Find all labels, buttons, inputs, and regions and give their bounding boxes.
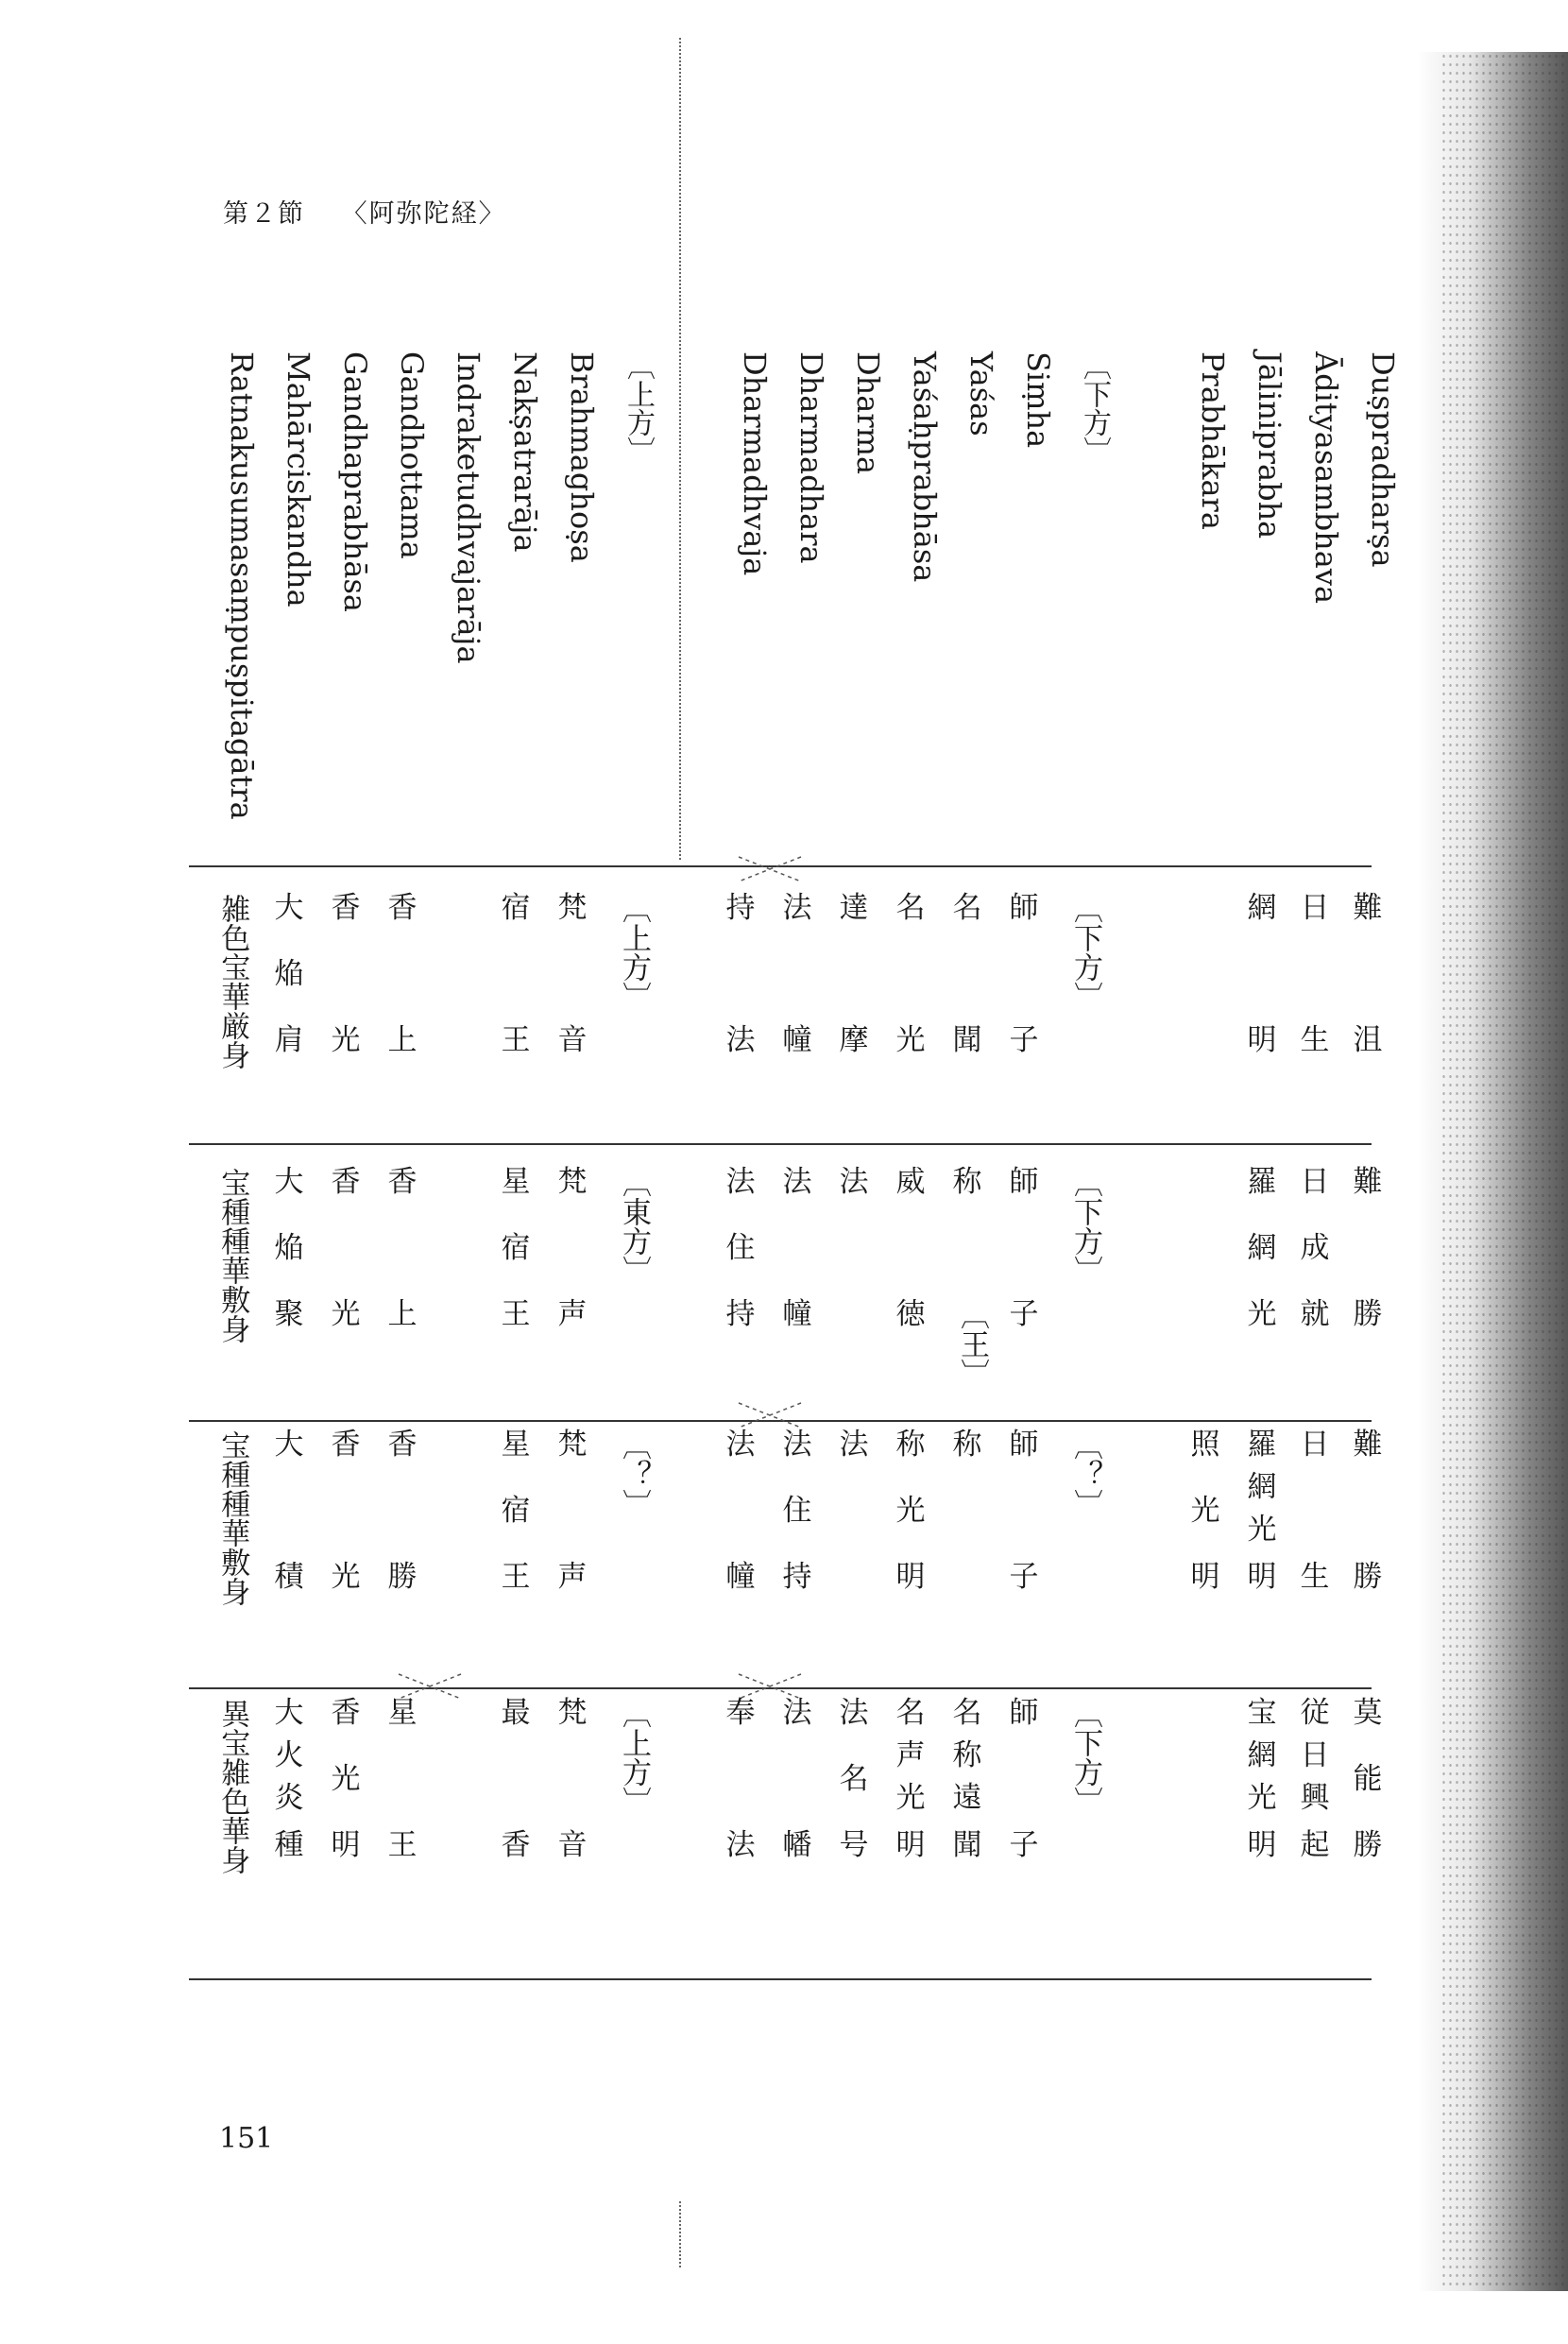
chinese-character: 光 [1247,1781,1277,1815]
section-number: 第２節 [223,199,305,229]
chinese-character: 羅 [1247,1428,1277,1462]
chinese-character: 法 [839,1165,869,1199]
direction-heading: 〔下方〕 [1068,1168,1102,1285]
direction-heading: 〔上方〕 [617,1699,651,1816]
chinese-character: 徳 [895,1297,926,1331]
chinese-character: 奉 [725,1696,756,1730]
chinese-character: 持 [782,1560,812,1594]
chinese-character: 難 [1353,1428,1383,1462]
chinese-character: 法 [782,1428,812,1462]
chinese-character: 宝 [1247,1696,1277,1730]
chinese-character: 幢 [782,1023,812,1057]
chinese-character: 光 [331,1023,361,1057]
chinese-character: 法 [782,891,812,925]
chinese-character: 光 [331,1762,361,1796]
chinese-character: 明 [895,1828,926,1862]
chinese-character: 上 [387,1023,418,1057]
chinese-character: 香 [331,891,361,925]
chinese-character: 星 [501,1165,531,1199]
chinese-character: 香 [331,1165,361,1199]
chinese-character: 光 [895,1781,926,1815]
romanized-name-column: Nakṣatrarāja [507,351,543,553]
crossing-mark-icon [397,1672,463,1701]
chinese-character: 梵 [557,1696,588,1730]
chinese-character: 日 [1300,1165,1330,1199]
chinese-character: 難 [1353,1165,1383,1199]
chinese-character: 幢 [725,1560,756,1594]
chinese-character: 大 [274,1428,304,1462]
romanized-name-column: Prabhākara [1195,351,1231,530]
chinese-character: 上 [387,1297,418,1331]
chinese-character: 光 [895,1494,926,1528]
chinese-character: 名 [839,1762,869,1796]
chinese-character: 網 [1247,891,1277,925]
chinese-character: 明 [331,1828,361,1862]
chinese-character: 称 [895,1428,926,1462]
chinese-character: 香 [331,1696,361,1730]
chinese-character: 王 [501,1023,531,1057]
chinese-character: 炎 [274,1781,304,1815]
romanized-name-column: Gandhaprabhāsa [337,351,373,612]
chinese-character: 焔 [274,957,304,991]
crossing-mark-icon [737,1672,803,1701]
chinese-character: 号 [839,1828,869,1862]
chinese-character: 香 [387,1428,418,1462]
chinese-character: 最 [501,1696,531,1730]
chinese-character: 焔 [274,1231,304,1265]
chinese-character: 名 [952,891,982,925]
chinese-character: 香 [331,1428,361,1462]
direction-heading: 〔？〕 [617,1430,651,1518]
chinese-character: 香 [387,891,418,925]
chinese-character: 従 [1300,1696,1330,1730]
romanized-name-column: Gandhottama [394,351,430,559]
chinese-character: 勝 [387,1560,418,1594]
romanized-name-column: Ratnakusumasaṃpuṣpitagātra [224,351,260,820]
chinese-character: 聚 [274,1297,304,1331]
chinese-character: 光 [1247,1513,1277,1547]
chinese-character: 法 [725,1828,756,1862]
chinese-character: 子 [1009,1828,1039,1862]
chinese-character: 光 [1247,1297,1277,1331]
chinese-character: 起 [1300,1828,1330,1862]
direction-heading: 〔？〕 [1068,1430,1102,1518]
chinese-character: 王 [387,1828,418,1862]
direction-heading: 〔下方〕 [1068,894,1102,1011]
chinese-character: 大 [274,1165,304,1199]
direction-heading: 〔下方〕 [1068,1699,1102,1816]
crossing-mark-icon [737,855,803,883]
chinese-character: 星 [501,1428,531,1462]
chinese-character: 称 [952,1738,982,1772]
chinese-character: 光 [331,1560,361,1594]
chinese-character: 師 [1009,1165,1039,1199]
chinese-character: 声 [895,1738,926,1772]
chinese-character: 住 [782,1494,812,1528]
chinese-character: 達 [839,891,869,925]
romanized-name-column: Jāliniprabha [1252,351,1287,539]
chinese-character: 網 [1247,1738,1277,1772]
romanized-name-column: Indraketudhvajarāja [451,351,486,664]
chinese-character: 日 [1300,1738,1330,1772]
chinese-character: 難 [1353,891,1383,925]
romanized-name-column: 〔上方〕 [622,351,655,465]
chinese-character: 光 [1190,1494,1220,1528]
chinese-character: 羅 [1247,1165,1277,1199]
chinese-character: 日 [1300,1428,1330,1462]
chinese-character: 声 [557,1297,588,1331]
chinese-character: 師 [1009,1428,1039,1462]
chinese-character: 勝 [1353,1560,1383,1594]
romanized-name-column: Dharmadhvaja [737,351,773,576]
romanized-name-column: Duṣpradharṣa [1365,351,1401,568]
chinese-character: 宿 [501,1231,531,1265]
chinese-character: 梵 [557,891,588,925]
chinese-character: 子 [1009,1297,1039,1331]
chinese-character: 興 [1300,1781,1330,1815]
chinese-character: 明 [895,1560,926,1594]
chinese-character: 梵 [557,1165,588,1199]
chinese-character: 就 [1300,1297,1330,1331]
chinese-character: 積 [274,1560,304,1594]
chinese-character: 光 [895,1023,926,1057]
chinese-character: 幡 [782,1828,812,1862]
buddha-body-name: 異宝雑色華身 [215,1699,250,1874]
chinese-character: 称 [952,1165,982,1199]
chinese-character: 称 [952,1428,982,1462]
chinese-character: 住 [725,1231,756,1265]
romanized-name-column: Dharma [850,351,886,475]
chinese-character: 明 [1190,1560,1220,1594]
direction-heading: 〔東方〕 [617,1168,651,1285]
chinese-character: 沮 [1353,1023,1383,1057]
chinese-character: 法 [725,1165,756,1199]
chinese-character: 法 [839,1696,869,1730]
chinese-character: 網 [1247,1231,1277,1265]
chinese-character: 勝 [1353,1828,1383,1862]
chinese-character: 明 [1247,1023,1277,1057]
chinese-character: 肩 [274,1023,304,1057]
buddha-body-name: 雑色宝華厳身 [215,894,250,1069]
chinese-character: 音 [557,1023,588,1057]
scan-noise-texture [1440,52,1568,2291]
chinese-character: 勝 [1353,1297,1383,1331]
chinese-character: 子 [1009,1023,1039,1057]
section-title: 〈阿弥陀経〉 [341,199,506,229]
romanized-name-column: Dharmadhara [793,351,829,564]
chinese-character: 香 [501,1828,531,1862]
chinese-character: 名 [895,891,926,925]
chinese-character: 日 [1300,891,1330,925]
chinese-character: 王 [501,1297,531,1331]
chinese-character: 師 [1009,1696,1039,1730]
romanized-name-column: Mahārciskandha [281,351,316,607]
chinese-character: 成 [1300,1231,1330,1265]
block-divider [189,1143,1372,1145]
chinese-character: 法 [782,1696,812,1730]
chinese-character: 照 [1190,1428,1220,1462]
chinese-character: 摩 [839,1023,869,1057]
running-header [223,193,533,230]
chinese-character: 大 [274,891,304,925]
chinese-character: 生 [1300,1560,1330,1594]
buddha-body-name: 宝種種華敷身 [215,1430,250,1606]
chinese-character: 網 [1247,1470,1277,1504]
romanized-name-column: Brahmaghoṣa [564,351,600,563]
crossing-mark-icon [737,1401,803,1429]
block-divider [189,1978,1372,1980]
chinese-character: 宿 [501,1494,531,1528]
dotted-guide-line [679,38,681,860]
chinese-character: 幢 [782,1297,812,1331]
romanized-name-column: Ādityasambhava [1308,351,1344,605]
chinese-character: 法 [839,1428,869,1462]
chinese-character: 宿 [501,891,531,925]
chinese-character: 威 [895,1165,926,1199]
chinese-character: 梵 [557,1428,588,1462]
chinese-character: 子 [1009,1560,1039,1594]
chinese-character: 遠 [952,1781,982,1815]
chinese-character: 持 [725,1297,756,1331]
direction-heading: 〔王〕 [955,1300,989,1388]
chinese-character: 聞 [952,1023,982,1057]
romanized-name-column: 〔下方〕 [1078,351,1111,465]
chinese-character: 大 [274,1696,304,1730]
chinese-character: 声 [557,1560,588,1594]
chinese-character: 能 [1353,1762,1383,1796]
chinese-character: 莫 [1353,1696,1383,1730]
romanized-name-column: Yaśaḥprabhāsa [907,351,943,583]
chinese-character: 火 [274,1738,304,1772]
chinese-character: 生 [1300,1023,1330,1057]
chinese-character: 明 [1247,1560,1277,1594]
direction-heading: 〔上方〕 [617,894,651,1011]
chinese-character: 星 [387,1696,418,1730]
chinese-character: 聞 [952,1828,982,1862]
chinese-character: 法 [782,1165,812,1199]
romanized-name-column: Yaśas [963,351,999,436]
chinese-character: 名 [952,1696,982,1730]
chinese-character: 光 [331,1297,361,1331]
buddha-body-name: 宝種種華敷身 [215,1168,250,1343]
chinese-character: 明 [1247,1828,1277,1862]
chinese-character: 香 [387,1165,418,1199]
chinese-character: 王 [501,1560,531,1594]
romanized-name-column: Siṃha [1020,351,1056,449]
chinese-character: 法 [725,1428,756,1462]
dotted-guide-line [679,2201,681,2267]
chinese-character: 法 [725,1023,756,1057]
chinese-character: 師 [1009,891,1039,925]
chinese-character: 持 [725,891,756,925]
chinese-character: 種 [274,1828,304,1862]
chinese-character: 名 [895,1696,926,1730]
page-number: 151 [219,2122,274,2155]
chinese-character: 音 [557,1828,588,1862]
